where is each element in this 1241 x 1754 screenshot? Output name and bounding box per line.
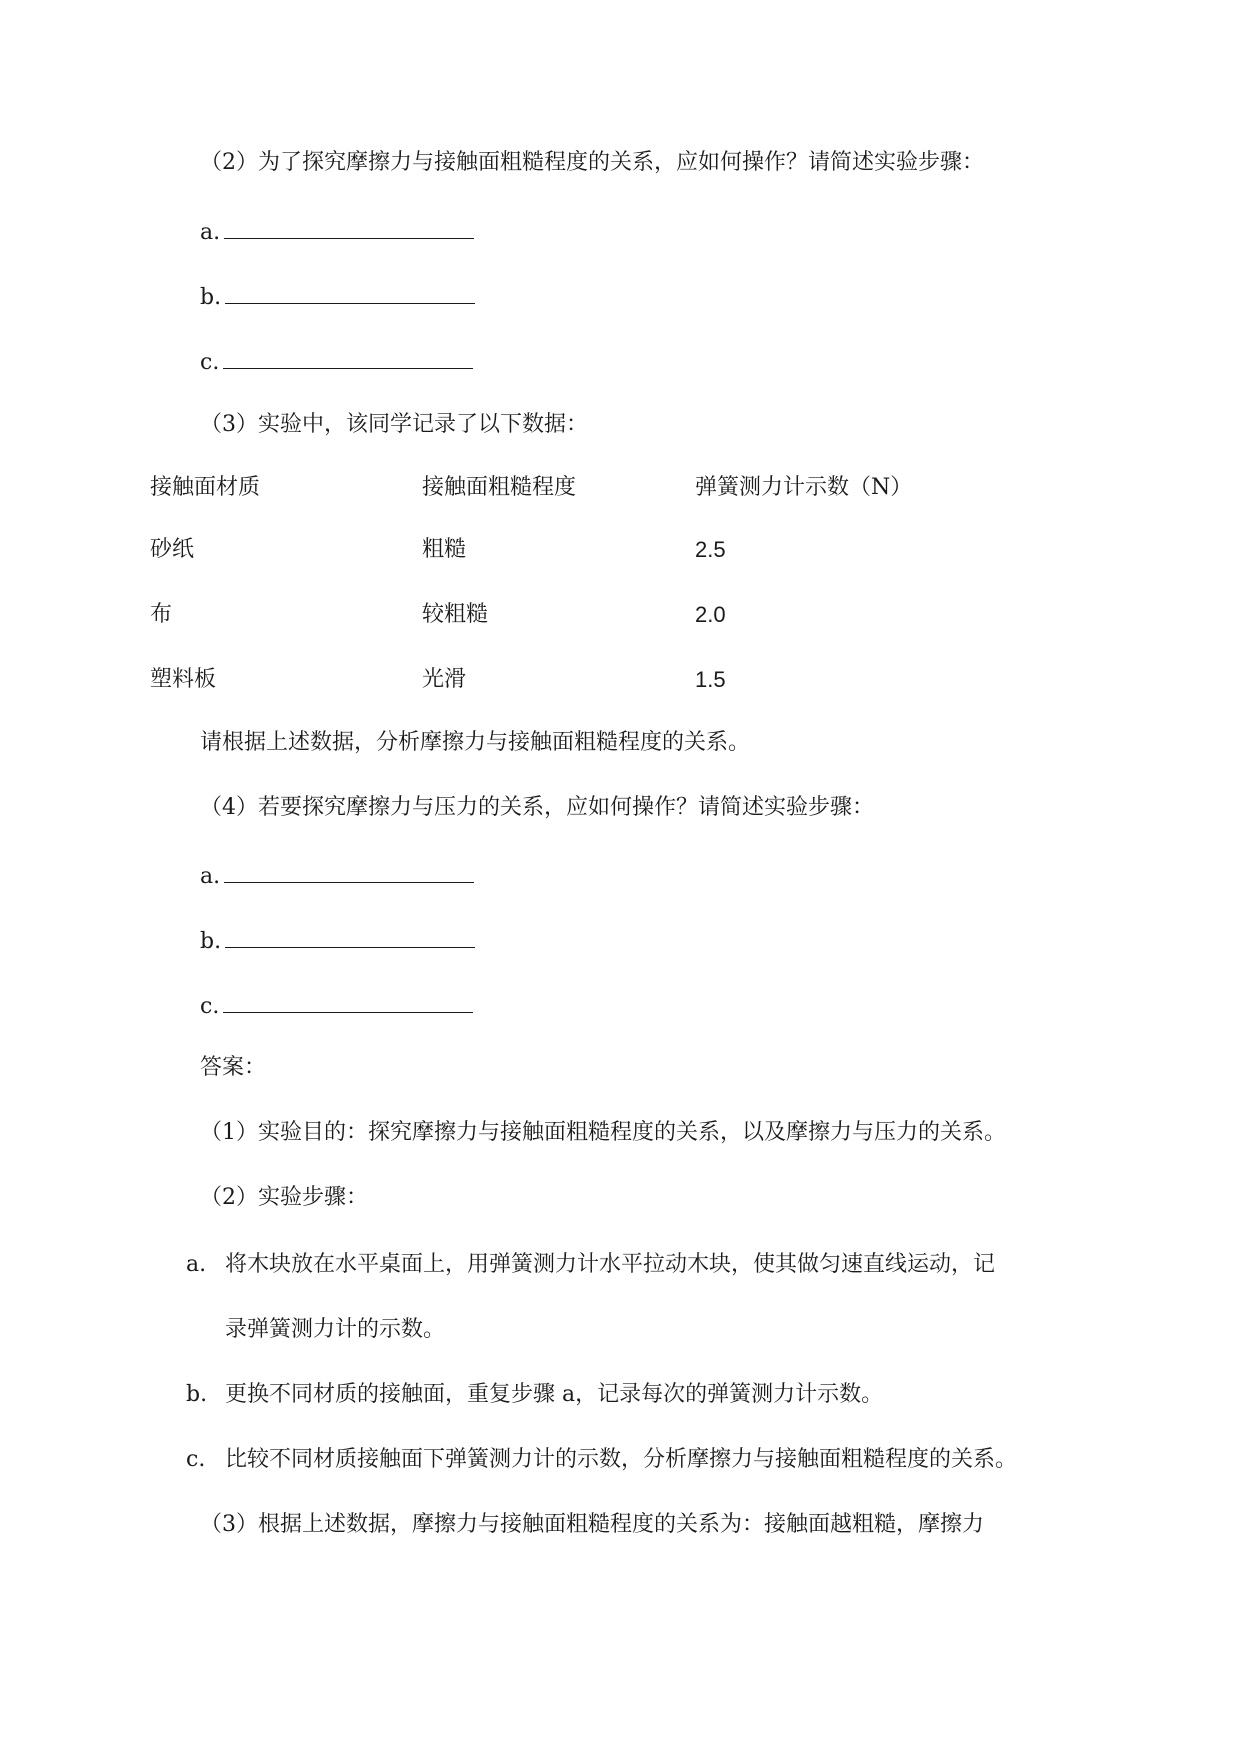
table-cell: 塑料板 <box>150 667 217 692</box>
q4-step-b-blank <box>225 927 475 948</box>
q4-step-a-blank <box>224 862 474 883</box>
q2-step-a-blank <box>224 218 474 239</box>
q4-step-a <box>200 862 474 892</box>
answer-3: （3）根据上述数据，摩擦力与接触面粗糙程度的关系为：接触面越粗糙，摩擦力 <box>200 1512 984 1537</box>
q2-step-c <box>200 348 473 378</box>
answer-1: （1）实验目的：探究摩擦力与接触面粗糙程度的关系，以及摩擦力与压力的关系。 <box>200 1120 1006 1145</box>
step-b-text: 更换不同材质的接触面，重复步骤 a，记录每次的弹簧测力计示数。 <box>225 1382 884 1407</box>
table-cell: 粗糙 <box>422 537 467 562</box>
step-c-label: c. <box>186 1447 206 1472</box>
table-cell: 2.5 <box>695 537 726 562</box>
q2-step-c-blank <box>223 348 473 369</box>
q4-step-b <box>200 927 475 957</box>
step-c-text: 比较不同材质接触面下弹簧测力计的示数，分析摩擦力与接触面粗糙程度的关系。 <box>225 1447 1018 1472</box>
step-a-label: a. <box>186 1252 207 1277</box>
q2-step-b <box>200 283 475 313</box>
table-header-material: 接触面材质 <box>150 475 261 500</box>
q4-prompt: （4）若要探究摩擦力与压力的关系，应如何操作？请简述实验步骤： <box>200 795 874 820</box>
q3-prompt: （3）实验中，该同学记录了以下数据： <box>200 412 588 437</box>
table-header-reading: 弹簧测力计示数（N） <box>695 475 913 500</box>
step-a-text: 将木块放在水平桌面上，用弹簧测力计水平拉动木块，使其做匀速直线运动，记 <box>225 1252 996 1277</box>
table-cell: 砂纸 <box>150 537 195 562</box>
q2-step-c-label: c. <box>200 350 220 375</box>
table-cell: 1.5 <box>695 667 726 692</box>
q4-step-c <box>200 992 473 1022</box>
table-cell: 较粗糙 <box>422 602 489 627</box>
q2-prompt: （2）为了探究摩擦力与接触面粗糙程度的关系，应如何操作？请简述实验步骤： <box>200 150 984 175</box>
table-header-roughness: 接触面粗糙程度 <box>422 475 577 500</box>
answer-title: 答案： <box>200 1055 267 1080</box>
step-b-label: b. <box>186 1382 208 1407</box>
table-cell: 布 <box>150 602 173 627</box>
table-cell: 2.0 <box>695 602 726 627</box>
table-cell: 光滑 <box>422 667 467 692</box>
q3-followup: 请根据上述数据，分析摩擦力与接触面粗糙程度的关系。 <box>200 730 751 755</box>
q4-step-b-label: b. <box>200 929 222 954</box>
q4-step-c-label: c. <box>200 994 220 1019</box>
q4-step-c-blank <box>223 992 473 1013</box>
step-a-text-continued: 录弹簧测力计的示数。 <box>225 1317 446 1342</box>
q4-step-a-label: a. <box>200 864 221 889</box>
answer-2-title: （2）实验步骤： <box>200 1185 368 1210</box>
q2-step-a <box>200 218 474 248</box>
q2-step-b-blank <box>225 283 475 304</box>
q2-step-a-label: a. <box>200 220 221 245</box>
q2-step-b-label: b. <box>200 285 222 310</box>
